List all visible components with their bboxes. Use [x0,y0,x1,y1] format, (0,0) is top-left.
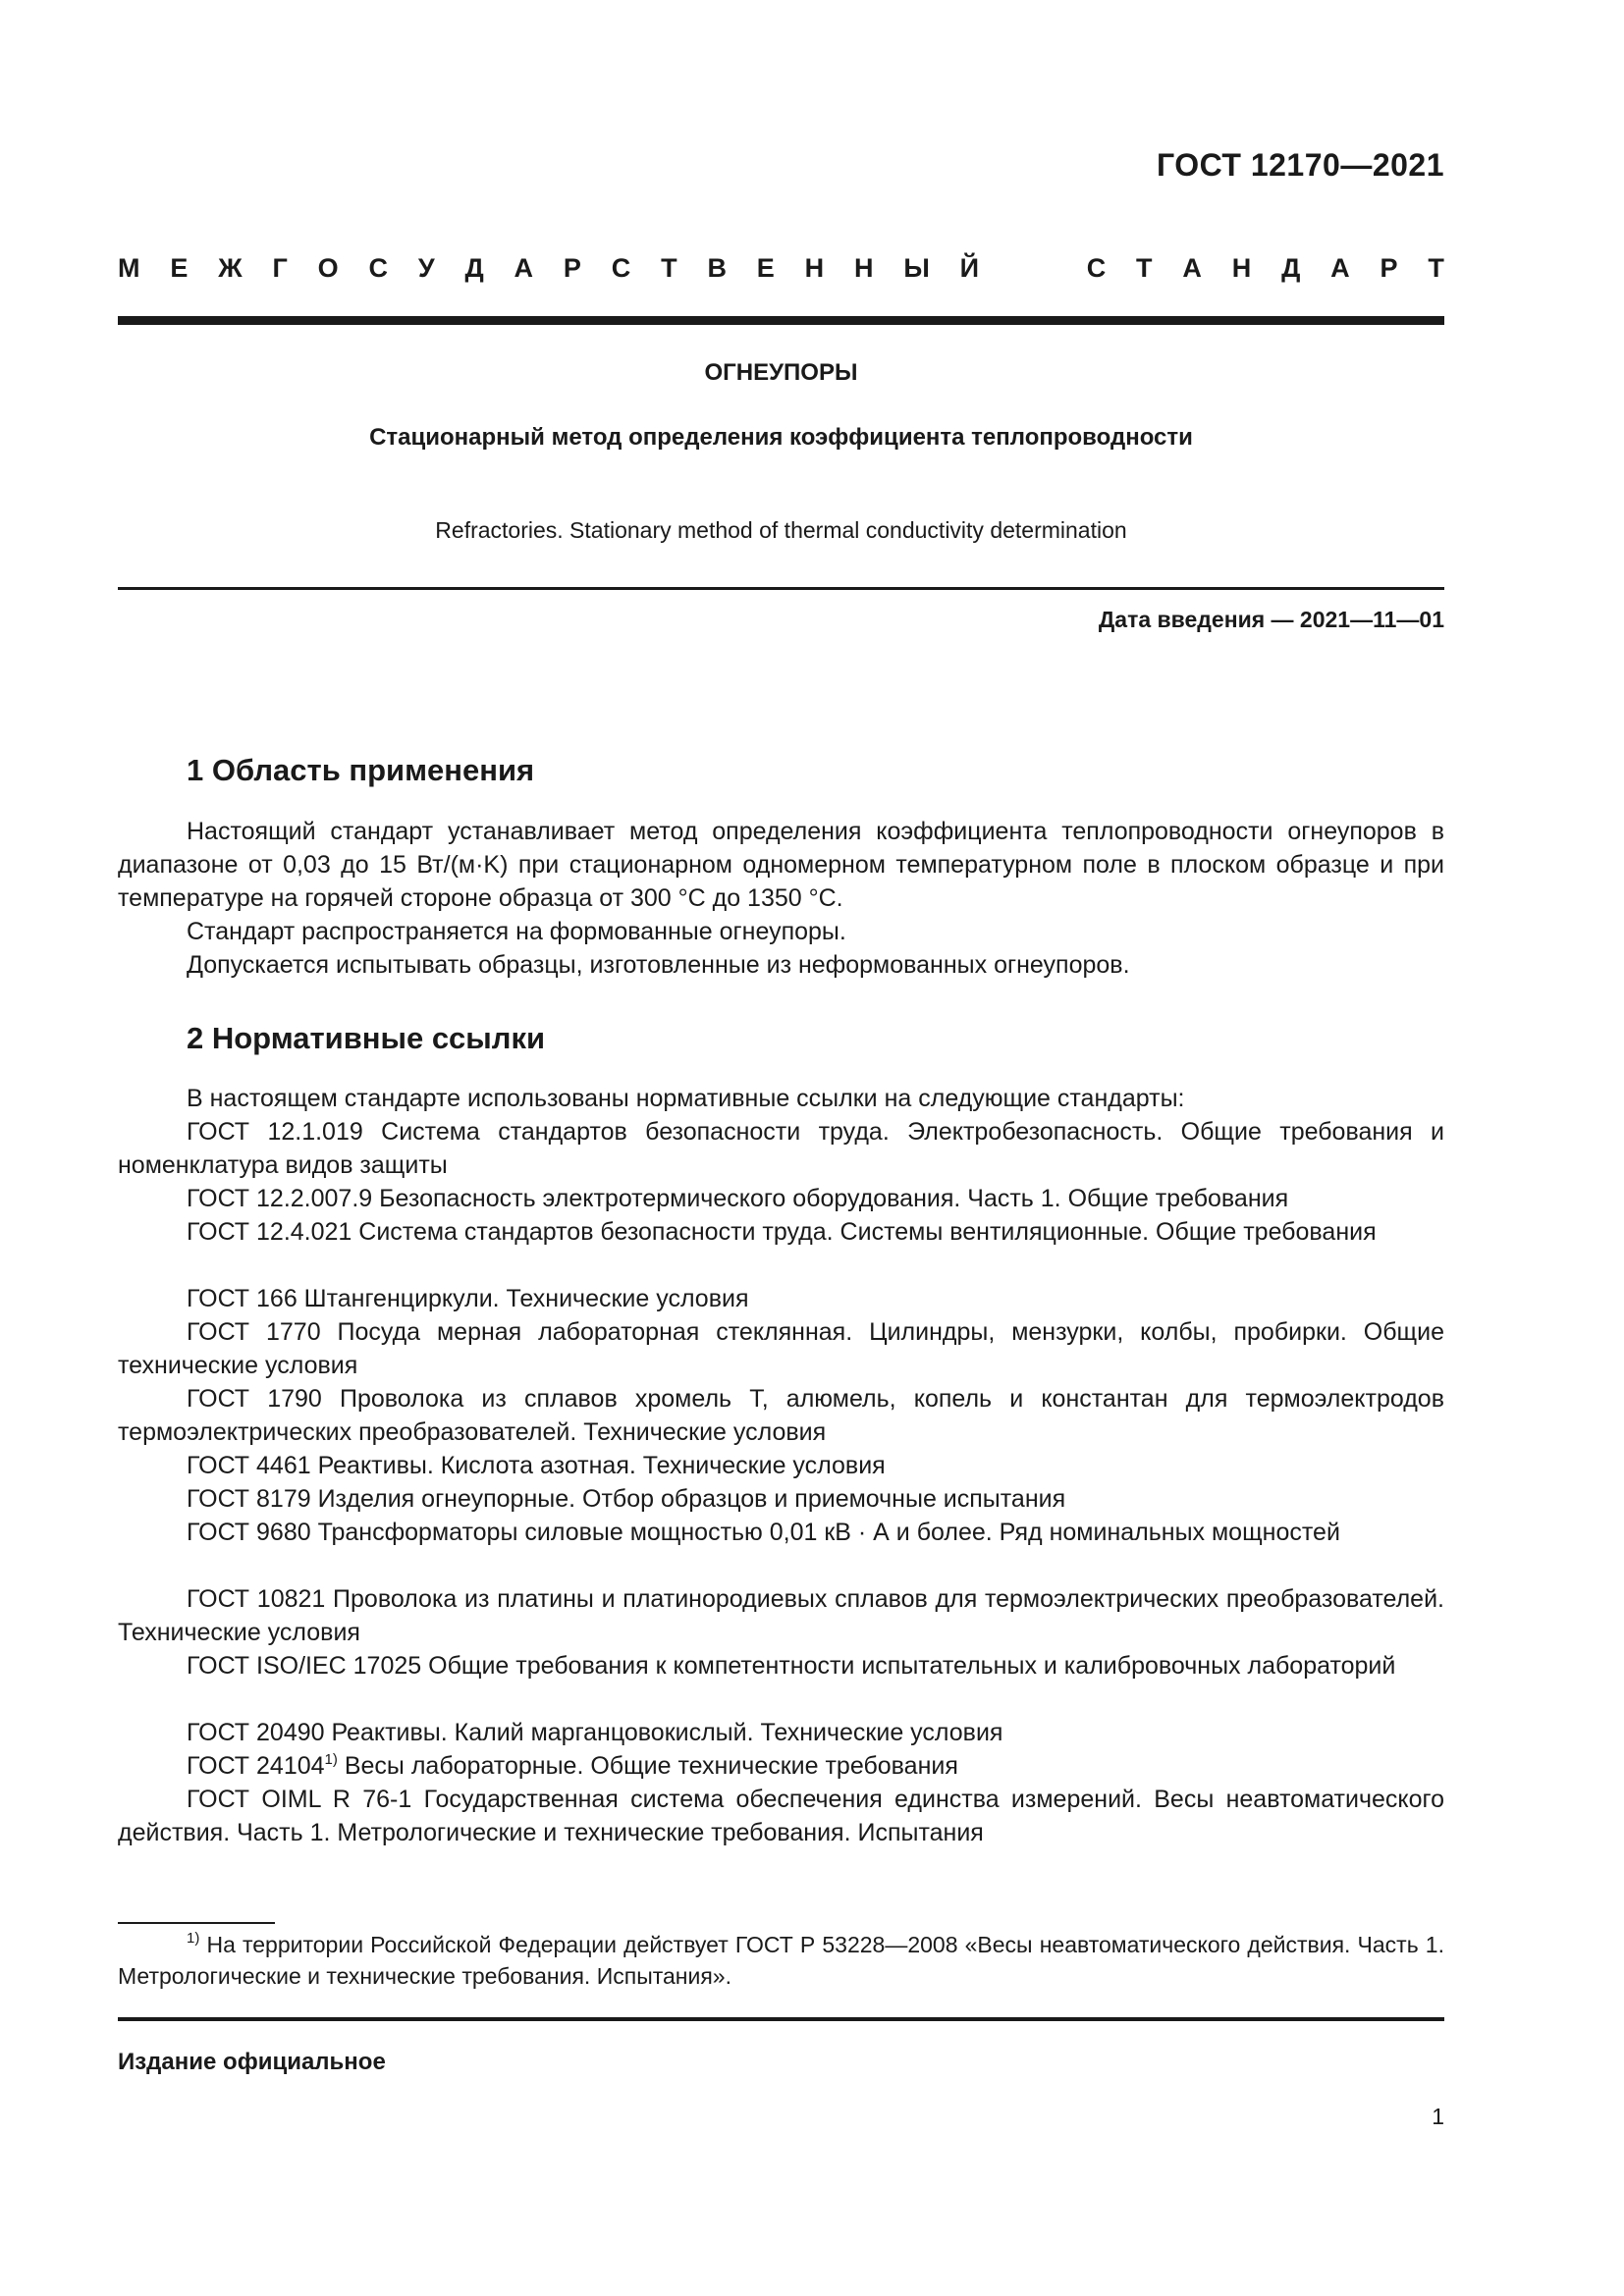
footnote-separator [118,1922,275,1924]
banner-letter: М [118,253,140,283]
banner-letter: О [317,253,339,283]
banner-letter: С [1086,253,1107,283]
section-heading-scope: 1 Область применения [187,753,535,787]
reference-item: ГОСТ 1770 Посуда мерная лабораторная стеклянная. Цилиндры, мензурки, колбы, пробирки. Общие технические условия [118,1318,1444,1379]
banner-letter: Т [1136,253,1153,283]
reference-item: ГОСТ 12.2.007.9 Безопасность электротермического оборудования. Часть 1. Общие требования [187,1185,1289,1212]
paragraph: Допускается испытывать образцы, изготовленные из неформованных огнеупоров. [187,951,1130,979]
official-edition-label: Издание официальное [118,2049,386,2075]
header-divider [118,316,1444,325]
banner-letter: С [368,253,388,283]
reference-item: ГОСТ 9680 Трансформаторы силовые мощностью 0,01 кВ · А и более. Ряд номинальных мощностей [187,1519,1340,1546]
reference-item: ГОСТ 1790 Проволока из сплавов хромель Т, алюмель, копель и константан для термоэлектродов термоэлектрических преобразователей. Технические условия [118,1385,1444,1446]
document-code: ГОСТ 12170—2021 [1156,147,1444,183]
reference-item: ГОСТ 12.4.021 Система стандартов безопасности труда. Системы вентиляционные. Общие требования [187,1218,1377,1246]
banner-letter: Г [272,253,288,283]
reference-item: ГОСТ 166 Штангенциркули. Технические условия [187,1285,749,1312]
banner-letter: А [514,253,534,283]
footnote [118,1929,1444,1992]
paragraph: Стандарт распространяется на формованные огнеупоры. [187,918,846,945]
document-title: ОГНЕУПОРЫ [704,359,858,386]
banner-letter: У [417,253,435,283]
interstate-standard-banner [118,253,1444,284]
banner-letter: Ы [903,253,930,283]
banner-word-gap [1009,253,1056,284]
section-heading-normative-references: 2 Нормативные ссылки [187,1021,546,1055]
reference-item: ГОСТ 20490 Реактивы. Калий марганцовокислый. Технические условия [187,1719,1003,1746]
banner-letter: С [611,253,631,283]
reference-item [118,1749,1444,1783]
document-subtitle: Стационарный метод определения коэффициента теплопроводности [369,424,1193,451]
reference-code: ГОСТ 24104 [187,1752,325,1780]
banner-letter: Р [563,253,581,283]
reference-item: ГОСТ 10821 Проволока из платины и платинородиевых сплавов для термоэлектрических преобразователей. Технические условия [118,1585,1444,1646]
paragraph: Настоящий стандарт устанавливает метод определения коэффициента теплопроводности огнеупоров в диапазоне от 0,03 до 15 Вт/(м·K) при стационарном одномерном температурном поле в плоском образце и при температуре на горячей стороне образца от 300 °C до 1350 °C. [118,818,1444,912]
reference-item: ГОСТ 4461 Реактивы. Кислота азотная. Технические условия [187,1452,886,1479]
banner-letter: Е [756,253,775,283]
reference-item: ГОСТ ISO/IEC 17025 Общие требования к компетентности испытательных и калибровочных лабораторий [187,1652,1396,1680]
reference-item: ГОСТ OIML R 76-1 Государственная система обеспечения единства измерений. Весы неавтоматического действия. Часть 1. Метрологические и технические требования. Испытания [118,1786,1444,1846]
banner-letter: Т [1428,253,1444,283]
footer-divider [118,2017,1444,2021]
reference-title: Весы лабораторные. Общие технические требования [337,1752,958,1780]
banner-letter: Т [661,253,677,283]
footnote-marker: 1) [324,1751,338,1768]
english-title: Refractories. Stationary method of thermal conductivity determination [435,517,1127,543]
banner-letter: Е [170,253,189,283]
footnote-text: На территории Российской Федерации действует ГОСТ Р 53228—2008 «Весы неавтоматического действия. Часть 1. Метрологические и технические требования. Испытания». [118,1932,1444,1989]
title-divider [118,587,1444,590]
introduction-date: Дата введения — 2021—11—01 [1098,607,1444,632]
banner-letter: А [1182,253,1202,283]
banner-letter: Д [1281,253,1301,283]
banner-letter: Н [853,253,874,283]
banner-letter: Р [1380,253,1398,283]
banner-letter: Ж [218,253,243,283]
page-number: 1 [1432,2104,1444,2129]
banner-letter: А [1330,253,1350,283]
reference-item: ГОСТ 12.1.019 Система стандартов безопасности труда. Электробезопасность. Общие требования и номенклатура видов защиты [118,1118,1444,1179]
paragraph: В настоящем стандарте использованы нормативные ссылки на следующие стандарты: [187,1085,1185,1112]
banner-letter: В [707,253,727,283]
reference-item: ГОСТ 8179 Изделия огнеупорные. Отбор образцов и приемочные испытания [187,1485,1066,1513]
banner-letter: Й [959,253,980,283]
banner-letter: Д [464,253,484,283]
footnote-marker: 1) [187,1930,200,1947]
banner-letter: Н [1231,253,1252,283]
banner-letter: Н [804,253,825,283]
